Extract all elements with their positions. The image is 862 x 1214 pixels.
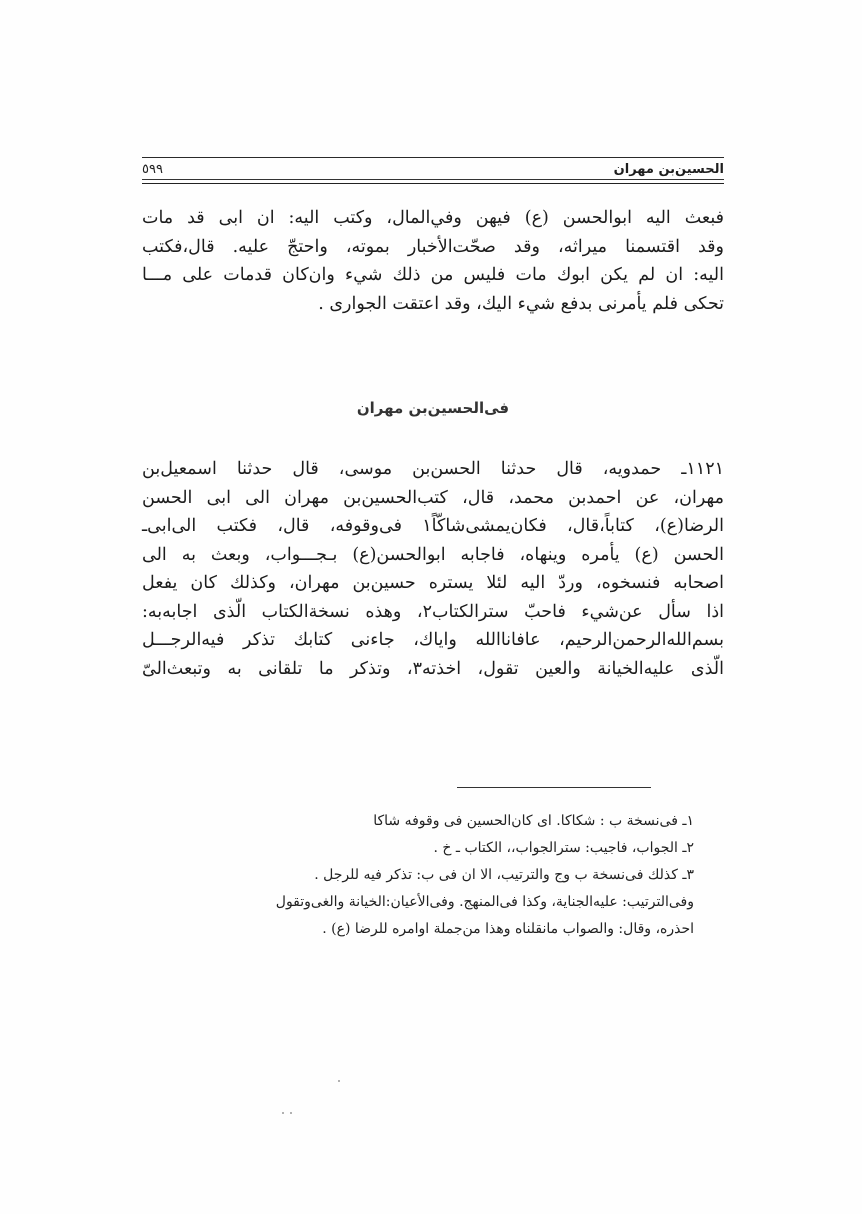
text-line: بسم‌الله‌الرحمن‌الرحيم، عافانا‌الله واياك، جاءنى كتابك تذكر فيه‌الرجـــل: [142, 630, 724, 650]
footnote-3: ٣ـ كذلك فى‌نسخة ب وج والترتيب، الا ان فى ب: تذكر فيه للرجل .: [314, 867, 694, 883]
section-heading: فى‌الحسين‌بن مهران: [356, 399, 510, 417]
header-rule-top: [142, 157, 724, 158]
scan-speck: [338, 1080, 340, 1082]
footnote-3-continued: احذره، وقال: والصواب مانقلناه وهذا من‌جملة اوامره للرضا (ع) .: [322, 921, 694, 937]
text-line: فبعث اليه ابوالحسن (ع) فيهن وفي‌المال، وكتب اليه: ان ابى قد مات: [142, 208, 724, 228]
text-line: وقد اقتسمنا ميراثه، وقد صحّت‌الأخبار بموته، واحتجّ عليه. قال،فكتب: [142, 236, 724, 257]
page-number: ٥٩٩: [142, 162, 163, 177]
text-line: اليه: ان لم يكن ابوك مات فليس من ذلك شيء وان‌كان قدمات على مـــا: [142, 265, 724, 285]
text-line: تحكى فلم يأمرنى بدفع شيء اليك، وقد اعتقت الجوارى .: [318, 293, 724, 314]
text-line: الحسن (ع) يأمره وينهاه، فاجابه ابوالحسن(ع) بـجـــواب، وبعث به الى: [142, 544, 724, 565]
footnote-separator: [457, 787, 651, 788]
text-line: ١١٢١ـ حمدويه، قال حدثنا الحسن‌بن موسى، قال حدثنا اسمعيل‌بن: [142, 459, 724, 479]
footnotes: [142, 808, 694, 943]
footnote-2: ٢ـ الجواب، فاجيب: ستر‌الجواب،، الكتاب ـ خ .: [433, 840, 694, 856]
running-title: الحسين‌بن مهران: [613, 162, 724, 177]
page-header: [142, 160, 724, 180]
text-line: مهران، عن احمدبن محمد، قال، كتب‌الحسين‌بن مهران الى ابى الحسن: [142, 487, 724, 508]
scan-speck: [290, 1112, 292, 1114]
text-line: الّذى عليه‌الخيانة والعين تقول، اخذته٣، وتذكر ما تلقانى به وتبعث‌الىّ: [142, 658, 724, 679]
header-rule-bottom: [142, 179, 724, 184]
text-line: اذا سأل عن‌شيء فاحبّ ستر‌الكتاب٢، وهذه نسخة‌الكتاب الّذى اجابه‌به:: [142, 601, 724, 622]
paragraph-continuation: [142, 204, 724, 318]
text-line: اصحابه فنسخوه، وردّ اليه لئلا يستره حسين‌بن مهران، وكذلك كان يفعل: [142, 573, 725, 593]
scan-speck: [282, 1112, 284, 1114]
footnote-1: ١ـ فى‌نسخة ب : شكاكا. اى كان‌الحسين فى وقوفه شاكا: [373, 813, 694, 829]
paragraph-entry-1121: [142, 455, 724, 683]
text-line: الرضا(ع)، كتاباً،قال، فكان‌يمشى‌شاكّاً١ فى‌وقوفه، قال، فكتب الى‌ابى‌ـ: [142, 516, 724, 536]
footnote-3-continued: وفى‌الترتيب: عليه‌الجناية، وكذا فى‌المنهج. وفى‌الأعيان:الخيانة والغى‌وتقول: [275, 894, 694, 910]
